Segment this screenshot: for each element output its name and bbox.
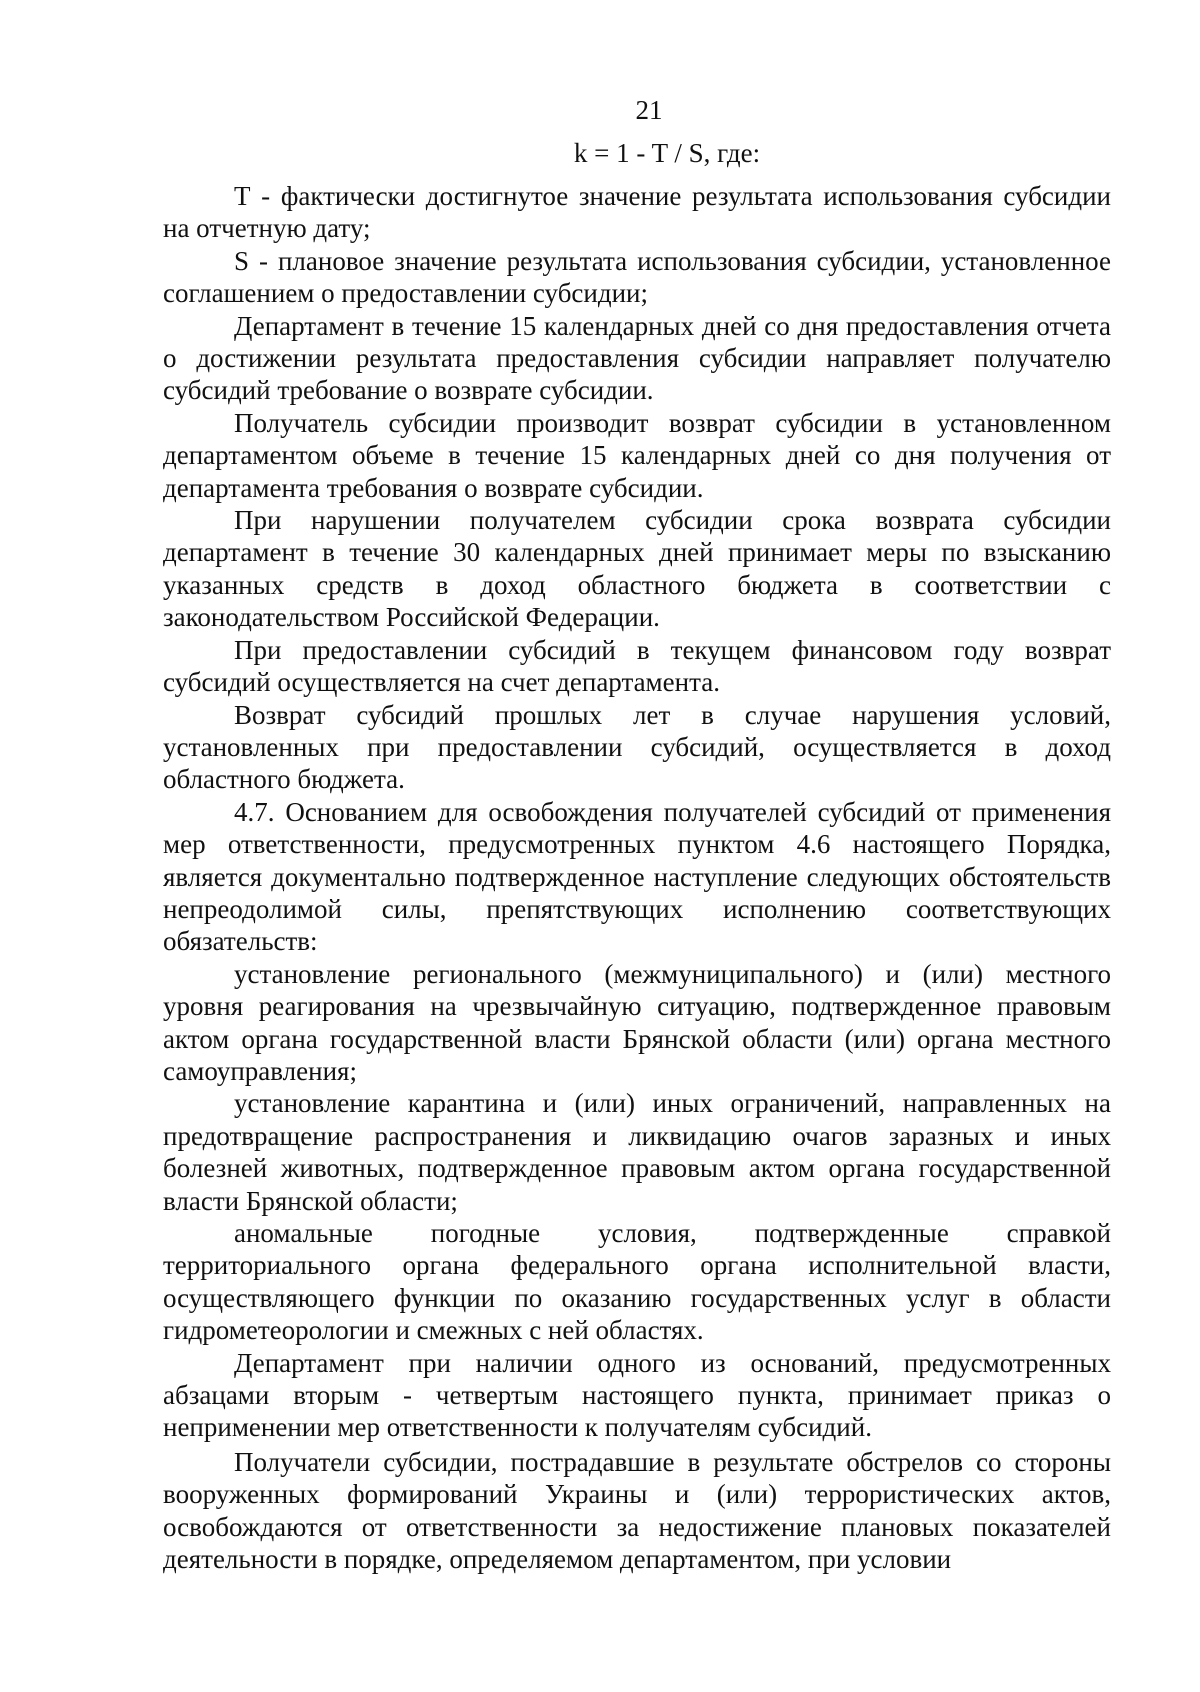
paragraph-recipient-refund: Получатель субсидии производит возврат субсидии в установленном департаментом объеме в течение 15 календарных дней со дня получения от департамента требования о возврате субсидии. xyxy=(163,407,1111,503)
formula: k = 1 - T / S, где: xyxy=(573,138,761,168)
paragraph-emergency-level: установление регионального (межмуниципального) и (или) местного уровня реагирования на чрезвычайную ситуацию, подтвержденное правовым актом органа государственной власти Брянской области (или) органа местного самоуправления; xyxy=(163,958,1111,1086)
paragraph-t-definition: Т - фактически достигнутое значение результата использования субсидии на отчетную дату; xyxy=(163,181,1111,244)
paragraph-weather: аномальные погодные условия, подтвержденные справкой территориального органа федерального органа исполнительной власти, осуществляющего функции по оказанию государственных услуг в области гидрометеорологии и смежных с ней областях. xyxy=(163,1218,1111,1346)
paragraph-section-4-7: 4.7. Основанием для освобождения получателей субсидий от применения мер ответственности, предусмотренных пунктом 4.6 настоящего Порядка, является документально подтвержденное наступление следующих обстоятельств непреодолимой силы, препятствующих исполнению соответствующих обязательств: xyxy=(163,796,1111,957)
page-number: 21 xyxy=(635,95,663,125)
document-page xyxy=(163,92,1111,1575)
paragraph-refund-violation: При нарушении получателем субсидии срока возврата субсидии департамент в течение 30 календарных дней принимает меры по взысканию указанных средств в доход областного бюджета в соответствии с законодательством Российской Федерации. xyxy=(163,505,1111,633)
paragraph-prior-years-refund: Возврат субсидий прошлых лет в случае нарушения условий, установленных при предоставлении субсидий, осуществляется в доход областного бюджета. xyxy=(163,699,1111,795)
paragraph-s-definition: S - плановое значение результата использования субсидии, установленное соглашением о предоставлении субсидии; xyxy=(163,245,1111,309)
paragraph-department-order: Департамент при наличии одного из оснований, предусмотренных абзацами вторым - четвертым настоящего пункта, принимает приказ о неприменении мер ответственности к получателям субсидий. xyxy=(163,1347,1111,1443)
paragraph-department-demand: Департамент в течение 15 календарных дней со дня предоставления отчета о достижении результата предоставления субсидии направляет получателю субсидий требование о возврате субсидии. xyxy=(163,310,1111,406)
paragraph-shelling-victims: Получатели субсидии, пострадавшие в результате обстрелов со стороны вооруженных формирований Украины и (или) террористических актов, освобождаются от ответственности за недостижение плановых показателей деятельности в порядке, определяемом департаментом, при условии xyxy=(163,1446,1111,1575)
paragraph-quarantine: установление карантина и (или) иных ограничений, направленных на предотвращение распространения и ликвидацию очагов заразных и иных болезней животных, подтвержденное правовым актом органа государственной власти Брянской области; xyxy=(163,1088,1111,1216)
paragraph-current-year-refund: При предоставлении субсидий в текущем финансовом году возврат субсидий осуществляется на счет департамента. xyxy=(163,634,1111,698)
